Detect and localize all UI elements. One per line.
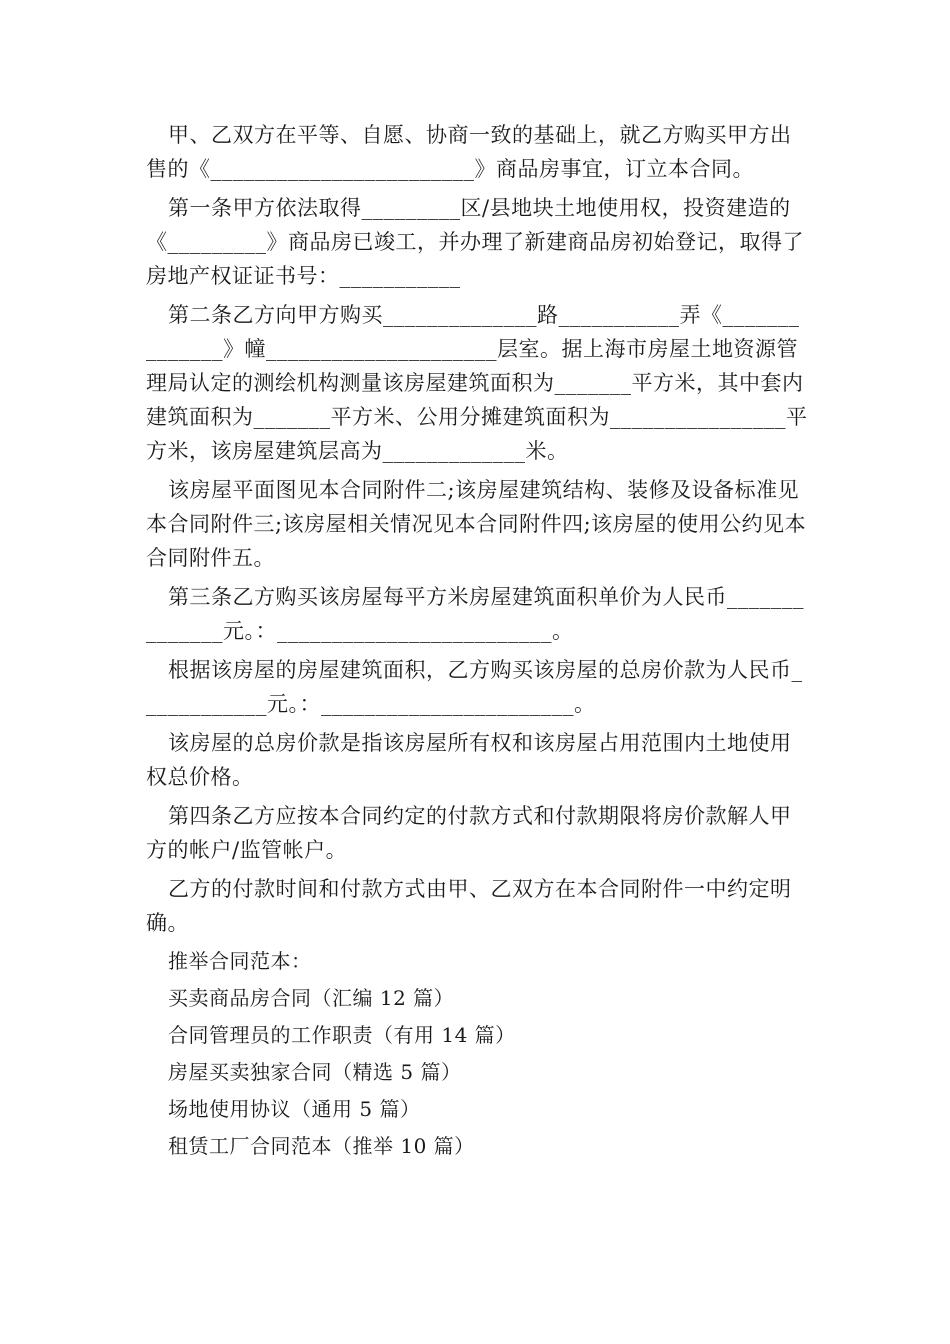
paragraph-payment-terms: 乙方的付款时间和付款方式由甲、乙双方在本合同附件一中约定明确。 (146, 877, 792, 935)
paragraph-article-1: 第一条甲方依法取得_________区/县地块土地使用权，投资建造的《_________》商品房已竣工，并办理了新建商品房初始登记，取得了房地产权证证书号：___________ (146, 196, 804, 288)
paragraph-preamble: 甲、乙双方在平等、自愿、协商一致的基础上，就乙方购买甲方出售的《________________________》商品房事宜，订立本合同。 (146, 123, 792, 181)
recommend-heading: 推举合同范本： (168, 949, 312, 973)
paragraph-appendix-refs: 该房屋平面图见本合同附件二;该房屋建筑结构、装修及设备标准见本合同附件三;该房屋相关情况见本合同附件四;该房屋的使用公约见本合同附件五。 (146, 478, 807, 570)
paragraph-price-definition: 该房屋的总房价款是指该房屋所有权和该房屋占用范围内土地使用权总价格。 (146, 731, 792, 789)
recommend-link[interactable]: 合同管理员的工作职责（有用 14 篇） (168, 1023, 516, 1047)
contract-body (146, 118, 810, 940)
paragraph-article-4: 第四条乙方应按本合同约定的付款方式和付款期限将房价款解人甲方的帐户/监管帐户。 (146, 804, 792, 862)
recommend-link[interactable]: 房屋买卖独家合同（精选 5 篇） (168, 1060, 462, 1084)
paragraph-article-3: 第三条乙方购买该房屋每平方米房屋建筑面积单价为人民币______________元。：_________________________。 (146, 585, 804, 643)
recommend-section (146, 945, 810, 1162)
paragraph-article-2: 第二条乙方向甲方购买______________路___________弄《______________》幢_____________________层室。据上海市房屋土地资源管理局认定的测绘机构测量该房屋建筑面积为_______平方米，其中套内建筑面积为_______平方米、公用分摊建筑面积为________________平方米，该房屋建筑层高为_____________米。 (146, 303, 808, 463)
recommend-link[interactable]: 租赁工厂合同范本（推举 10 篇） (168, 1134, 475, 1158)
recommend-link[interactable]: 买卖商品房合同（汇编 12 篇） (168, 986, 455, 1010)
recommend-link[interactable]: 场地使用协议（通用 5 篇） (168, 1097, 421, 1121)
paragraph-total-price: 根据该房屋的房屋建筑面积，乙方购买该房屋的总房价款为人民币____________元。：_______________________。 (146, 658, 803, 716)
